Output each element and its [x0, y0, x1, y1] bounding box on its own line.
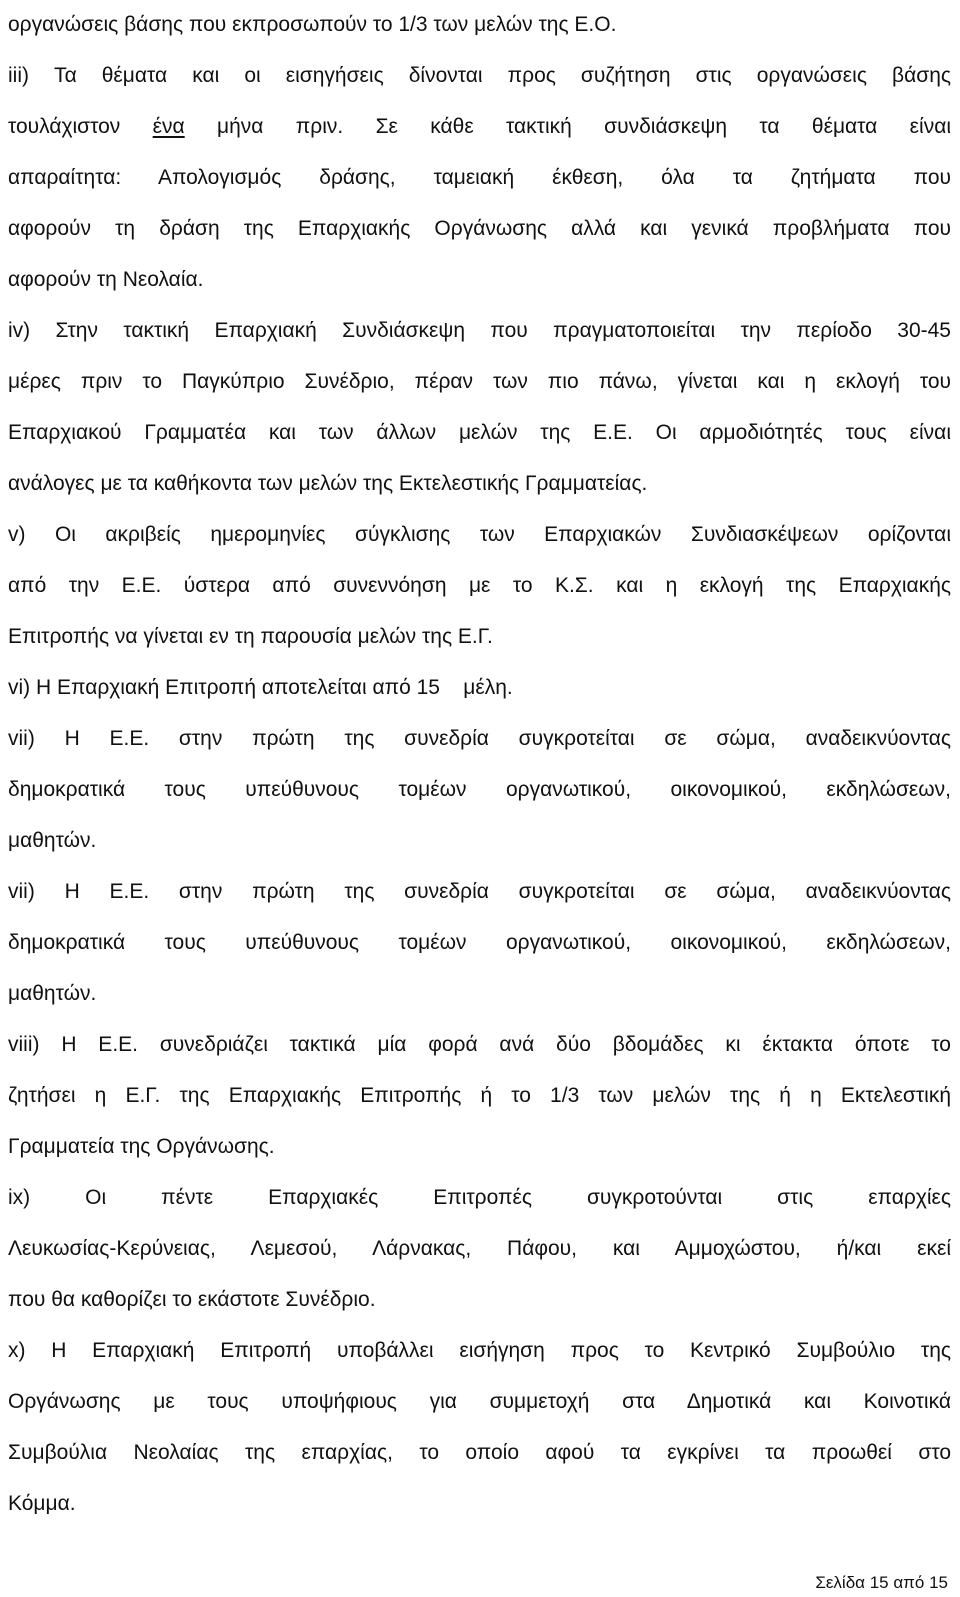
text-line: μαθητών. [8, 829, 97, 852]
text-line: v) Οι ακριβείς ημερομηνίες σύγκλισης των Επαρχιακών Συνδιασκέψεων ορίζονται [8, 523, 951, 546]
text-segment: τουλάχιστον [8, 115, 153, 138]
text-line: viii) Η Ε.Ε. συνεδριάζει τακτικά μία φορά ανά δύο βδομάδες κι έκτακτα όποτε το [8, 1033, 951, 1056]
text-line: vii) Η Ε.Ε. στην πρώτη της συνεδρία συγκροτείται σε σώμα, αναδεικνύοντας [8, 727, 951, 750]
text-line: αφορούν τη Νεολαία. [8, 268, 204, 291]
text-line: δημοκρατικά τους υπεύθυνους τομέων οργανωτικού, οικονομικού, εκδηλώσεων, [8, 778, 951, 801]
text-line: που θα καθορίζει το εκάστοτε Συνέδριο. [8, 1288, 376, 1311]
text-line: Επιτροπής να γίνεται εν τη παρουσία μελών της Ε.Γ. [8, 625, 493, 648]
text-line: μέρες πριν το Παγκύπριο Συνέδριο, πέραν των πιο πάνω, γίνεται και η εκλογή του [8, 370, 951, 393]
text-line [8, 110, 951, 144]
text-line: vii) Η Ε.Ε. στην πρώτη της συνεδρία συγκροτείται σε σώμα, αναδεικνύοντας [8, 880, 951, 903]
text-line: δημοκρατικά τους υπεύθυνους τομέων οργανωτικού, οικονομικού, εκδηλώσεων, [8, 931, 951, 954]
text-line: Κόμμα. [8, 1492, 76, 1515]
text-line: ζητήσει η Ε.Γ. της Επαρχιακής Επιτροπής ή το 1/3 των μελών της ή η Εκτελεστική [8, 1084, 951, 1107]
text-line: μαθητών. [8, 982, 97, 1005]
text-line: Οργάνωσης με τους υποψήφιους για συμμετοχή στα Δημοτικά και Κοινοτικά [8, 1390, 951, 1413]
text-line: οργανώσεις βάσης που εκπροσωπούν το 1/3 των μελών της Ε.Ο. [8, 13, 617, 36]
text-line: Συμβούλια Νεολαίας της επαρχίας, το οποίο αφού τα εγκρίνει τα προωθεί στο [8, 1441, 951, 1464]
text-line: iv) Στην τακτική Επαρχιακή Συνδιάσκεψη που πραγματοποιείται την περίοδο 30-45 [8, 319, 951, 342]
text-line: αφορούν τη δράση της Επαρχιακής Οργάνωσης αλλά και γενικά προβλήματα που [8, 217, 951, 240]
text-line: απαραίτητα: Απολογισμός δράσης, ταμειακή έκθεση, όλα τα ζητήματα που [8, 166, 951, 189]
text-line: x) Η Επαρχιακή Επιτροπή υποβάλλει εισήγηση προς το Κεντρικό Συμβούλιο της [8, 1339, 951, 1362]
text-line: Γραμματεία της Οργάνωσης. [8, 1135, 275, 1158]
page-number: Σελίδα 15 από 15 [815, 1573, 948, 1592]
text-line: από την Ε.Ε. ύστερα από συνεννόηση με το Κ.Σ. και η εκλογή της Επαρχιακής [8, 574, 951, 597]
text-line: ανάλογες με τα καθήκοντα των μελών της Εκτελεστικής Γραμματείας. [8, 472, 648, 495]
text-line: iii) Τα θέματα και οι εισηγήσεις δίνονται προς συζήτηση στις οργανώσεις βάσης [8, 64, 951, 87]
text-line: Επαρχιακού Γραμματέα και των άλλων μελών της Ε.Ε. Οι αρμοδιότητές τους είναι [8, 421, 951, 444]
text-line: Λευκωσίας-Κερύνειας, Λεμεσού, Λάρνακας, Πάφου, και Αμμοχώστου, ή/και εκεί [8, 1237, 951, 1260]
text-line: ix) Οι πέντε Επαρχιακές Επιτροπές συγκροτούνται στις επαρχίες [8, 1186, 951, 1209]
text-segment: μήνα πριν. Σε κάθε τακτική συνδιάσκεψη τα θέματα είναι [184, 115, 951, 138]
underlined-word: ένα [152, 115, 185, 138]
text-line: vi) Η Επαρχιακή Επιτροπή αποτελείται από 15 μέλη. [8, 676, 513, 699]
